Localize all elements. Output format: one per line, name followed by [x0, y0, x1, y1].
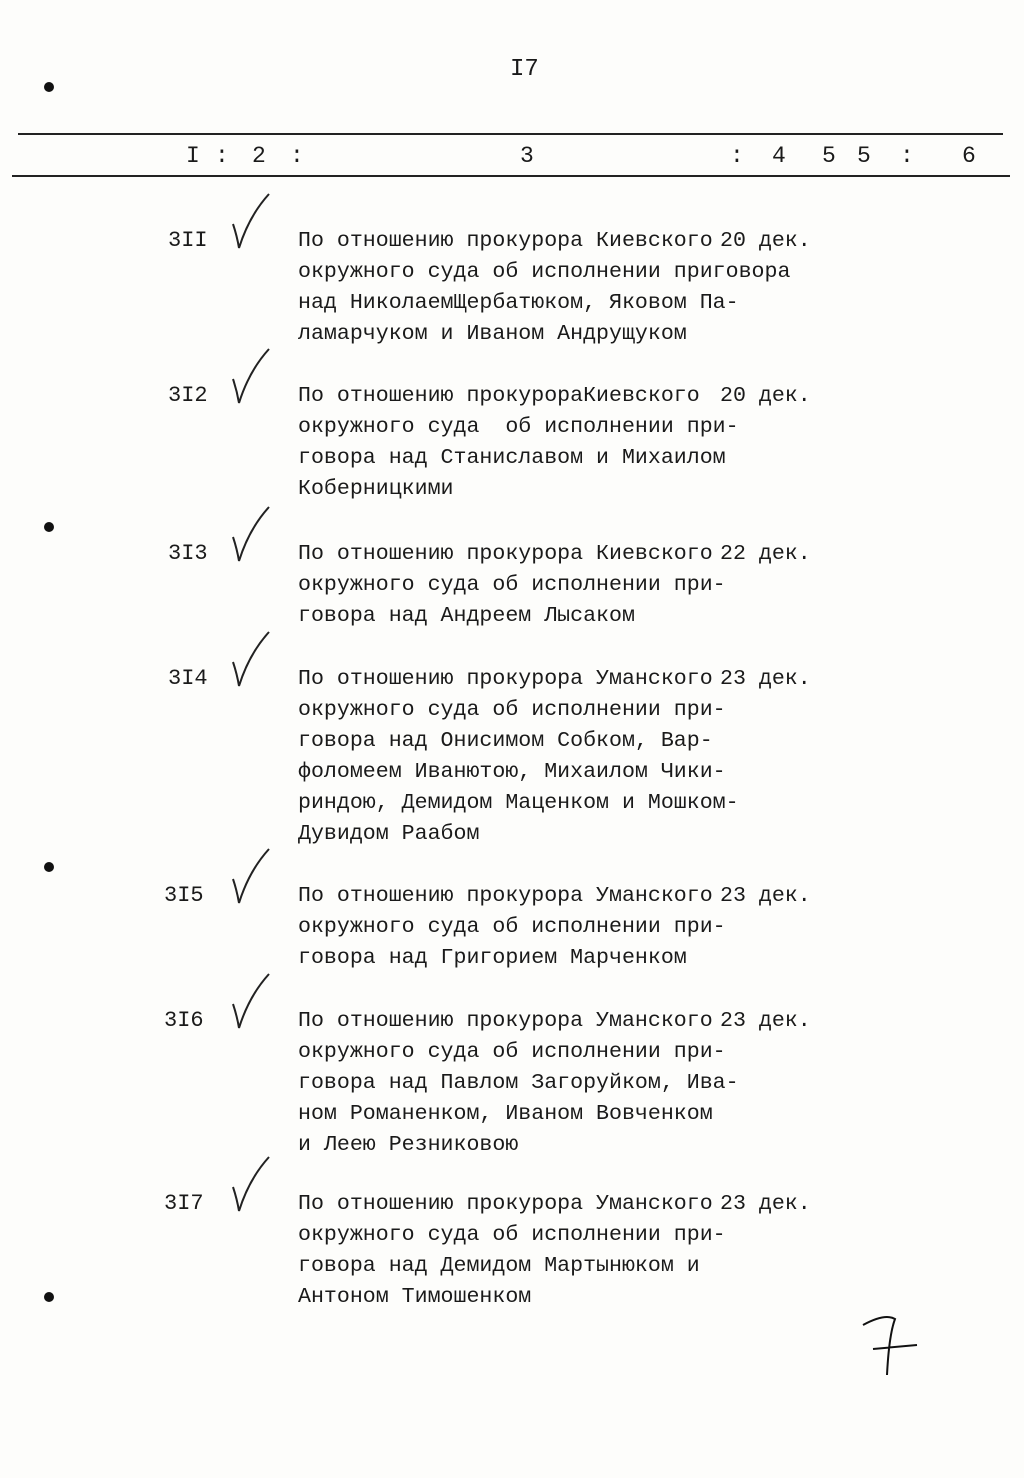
column-sep: : [900, 143, 914, 169]
entry-text-line: По отношению прокурора Уманского [298, 1192, 713, 1216]
checkmark-icon [225, 966, 275, 1036]
entry-date: 23 дек. [720, 1009, 811, 1033]
entry-text-line: Антоном Тимошенком [298, 1285, 532, 1309]
checkmark-icon [225, 624, 275, 694]
column-sep: : [290, 143, 304, 169]
entry-text-line: По отношению прокурора Киевского [298, 229, 713, 253]
column-sep: : [730, 143, 744, 169]
entry-text-line: По отношению прокурора Уманского [298, 667, 713, 691]
entry-text-line: ламарчуком и Иваном Андрущуком [298, 322, 687, 346]
column-2: 2 [252, 143, 266, 169]
entry-text-line: окружного суда об исполнении при- [298, 1223, 726, 1247]
checkmark-icon [225, 341, 275, 411]
entry-text-line: Коберницкими [298, 477, 454, 501]
column-sep: : [215, 143, 229, 169]
checkmark-icon [225, 186, 275, 256]
entry-date: 20 дек. [720, 384, 811, 408]
entry-text-line: говора над Демидом Мартынюком и [298, 1254, 700, 1278]
checkmark-icon [225, 1149, 275, 1219]
entry-text-line: окружного суда об исполнении при- [298, 573, 726, 597]
entry-text-line: над НиколаемЩербатюком, Яковом Па- [298, 291, 739, 315]
entry-text-line: и Леею Резниковою [298, 1133, 519, 1157]
entry-text-line: окружного суда об исполнении при- [298, 915, 726, 939]
entry-number: 3I3 [168, 541, 208, 566]
checkmark-icon [225, 499, 275, 569]
handwritten-folio-7 [855, 1305, 925, 1385]
entry-text-line: окружного суда об исполнении при- [298, 1040, 726, 1064]
entry-text-line: окружного суда об исполнении при- [298, 698, 726, 722]
punch-hole [44, 82, 54, 92]
entry-text-line: риндою, Демидом Маценком и Мошком- [298, 791, 739, 815]
column-6: 6 [962, 143, 976, 169]
entry-date: 23 дек. [720, 884, 811, 908]
entry-number: 3I6 [164, 1008, 204, 1033]
entry-text-line: Дувидом Раабом [298, 822, 480, 846]
punch-hole [44, 862, 54, 872]
entry-text-line: говора над Станиславом и Михаилом [298, 446, 726, 470]
entry-text-line: По отношению прокурора Уманского [298, 1009, 713, 1033]
entry-date: 23 дек. [720, 1192, 811, 1216]
entry-text-line: По отношению прокурора Уманского [298, 884, 713, 908]
entry-date: 22 дек. [720, 542, 811, 566]
entry-text-line: говора над Онисимом Собком, Вар- [298, 729, 713, 753]
punch-hole [44, 522, 54, 532]
column-5b: 5 [857, 143, 871, 169]
column-1: I [186, 143, 200, 169]
entry-number: 3I4 [168, 666, 208, 691]
checkmark-icon [225, 841, 275, 911]
entry-text-line: окружного суда об исполнении при- [298, 415, 739, 439]
header-rule-bottom [12, 175, 1010, 177]
page-number: I7 [510, 56, 539, 83]
entry-text-line: По отношению прокурора Киевского [298, 542, 713, 566]
column-3: 3 [520, 143, 534, 169]
punch-hole [44, 1292, 54, 1302]
entry-number: 3II [168, 228, 208, 253]
entry-text-line: фоломеем Иванютою, Михаилом Чики- [298, 760, 726, 784]
entry-text-line: говора над Андреем Лысаком [298, 604, 635, 628]
header-rule-top [18, 133, 1003, 135]
entry-text-line: говора над Григорием Марченком [298, 946, 687, 970]
entry-text-line: По отношению прокурораКиевского [298, 384, 700, 408]
entry-date: 23 дек. [720, 667, 811, 691]
entry-number: 3I7 [164, 1191, 204, 1216]
entry-number: 3I2 [168, 383, 208, 408]
entry-date: 20 дек. [720, 229, 811, 253]
entry-text-line: окружного суда об исполнении приговора [298, 260, 791, 284]
column-5a: 5 [822, 143, 836, 169]
entry-text-line: говора над Павлом Загоруйком, Ива- [298, 1071, 739, 1095]
column-4: 4 [772, 143, 786, 169]
entry-number: 3I5 [164, 883, 204, 908]
entry-text-line: ном Романенком, Иваном Вовченком [298, 1102, 713, 1126]
